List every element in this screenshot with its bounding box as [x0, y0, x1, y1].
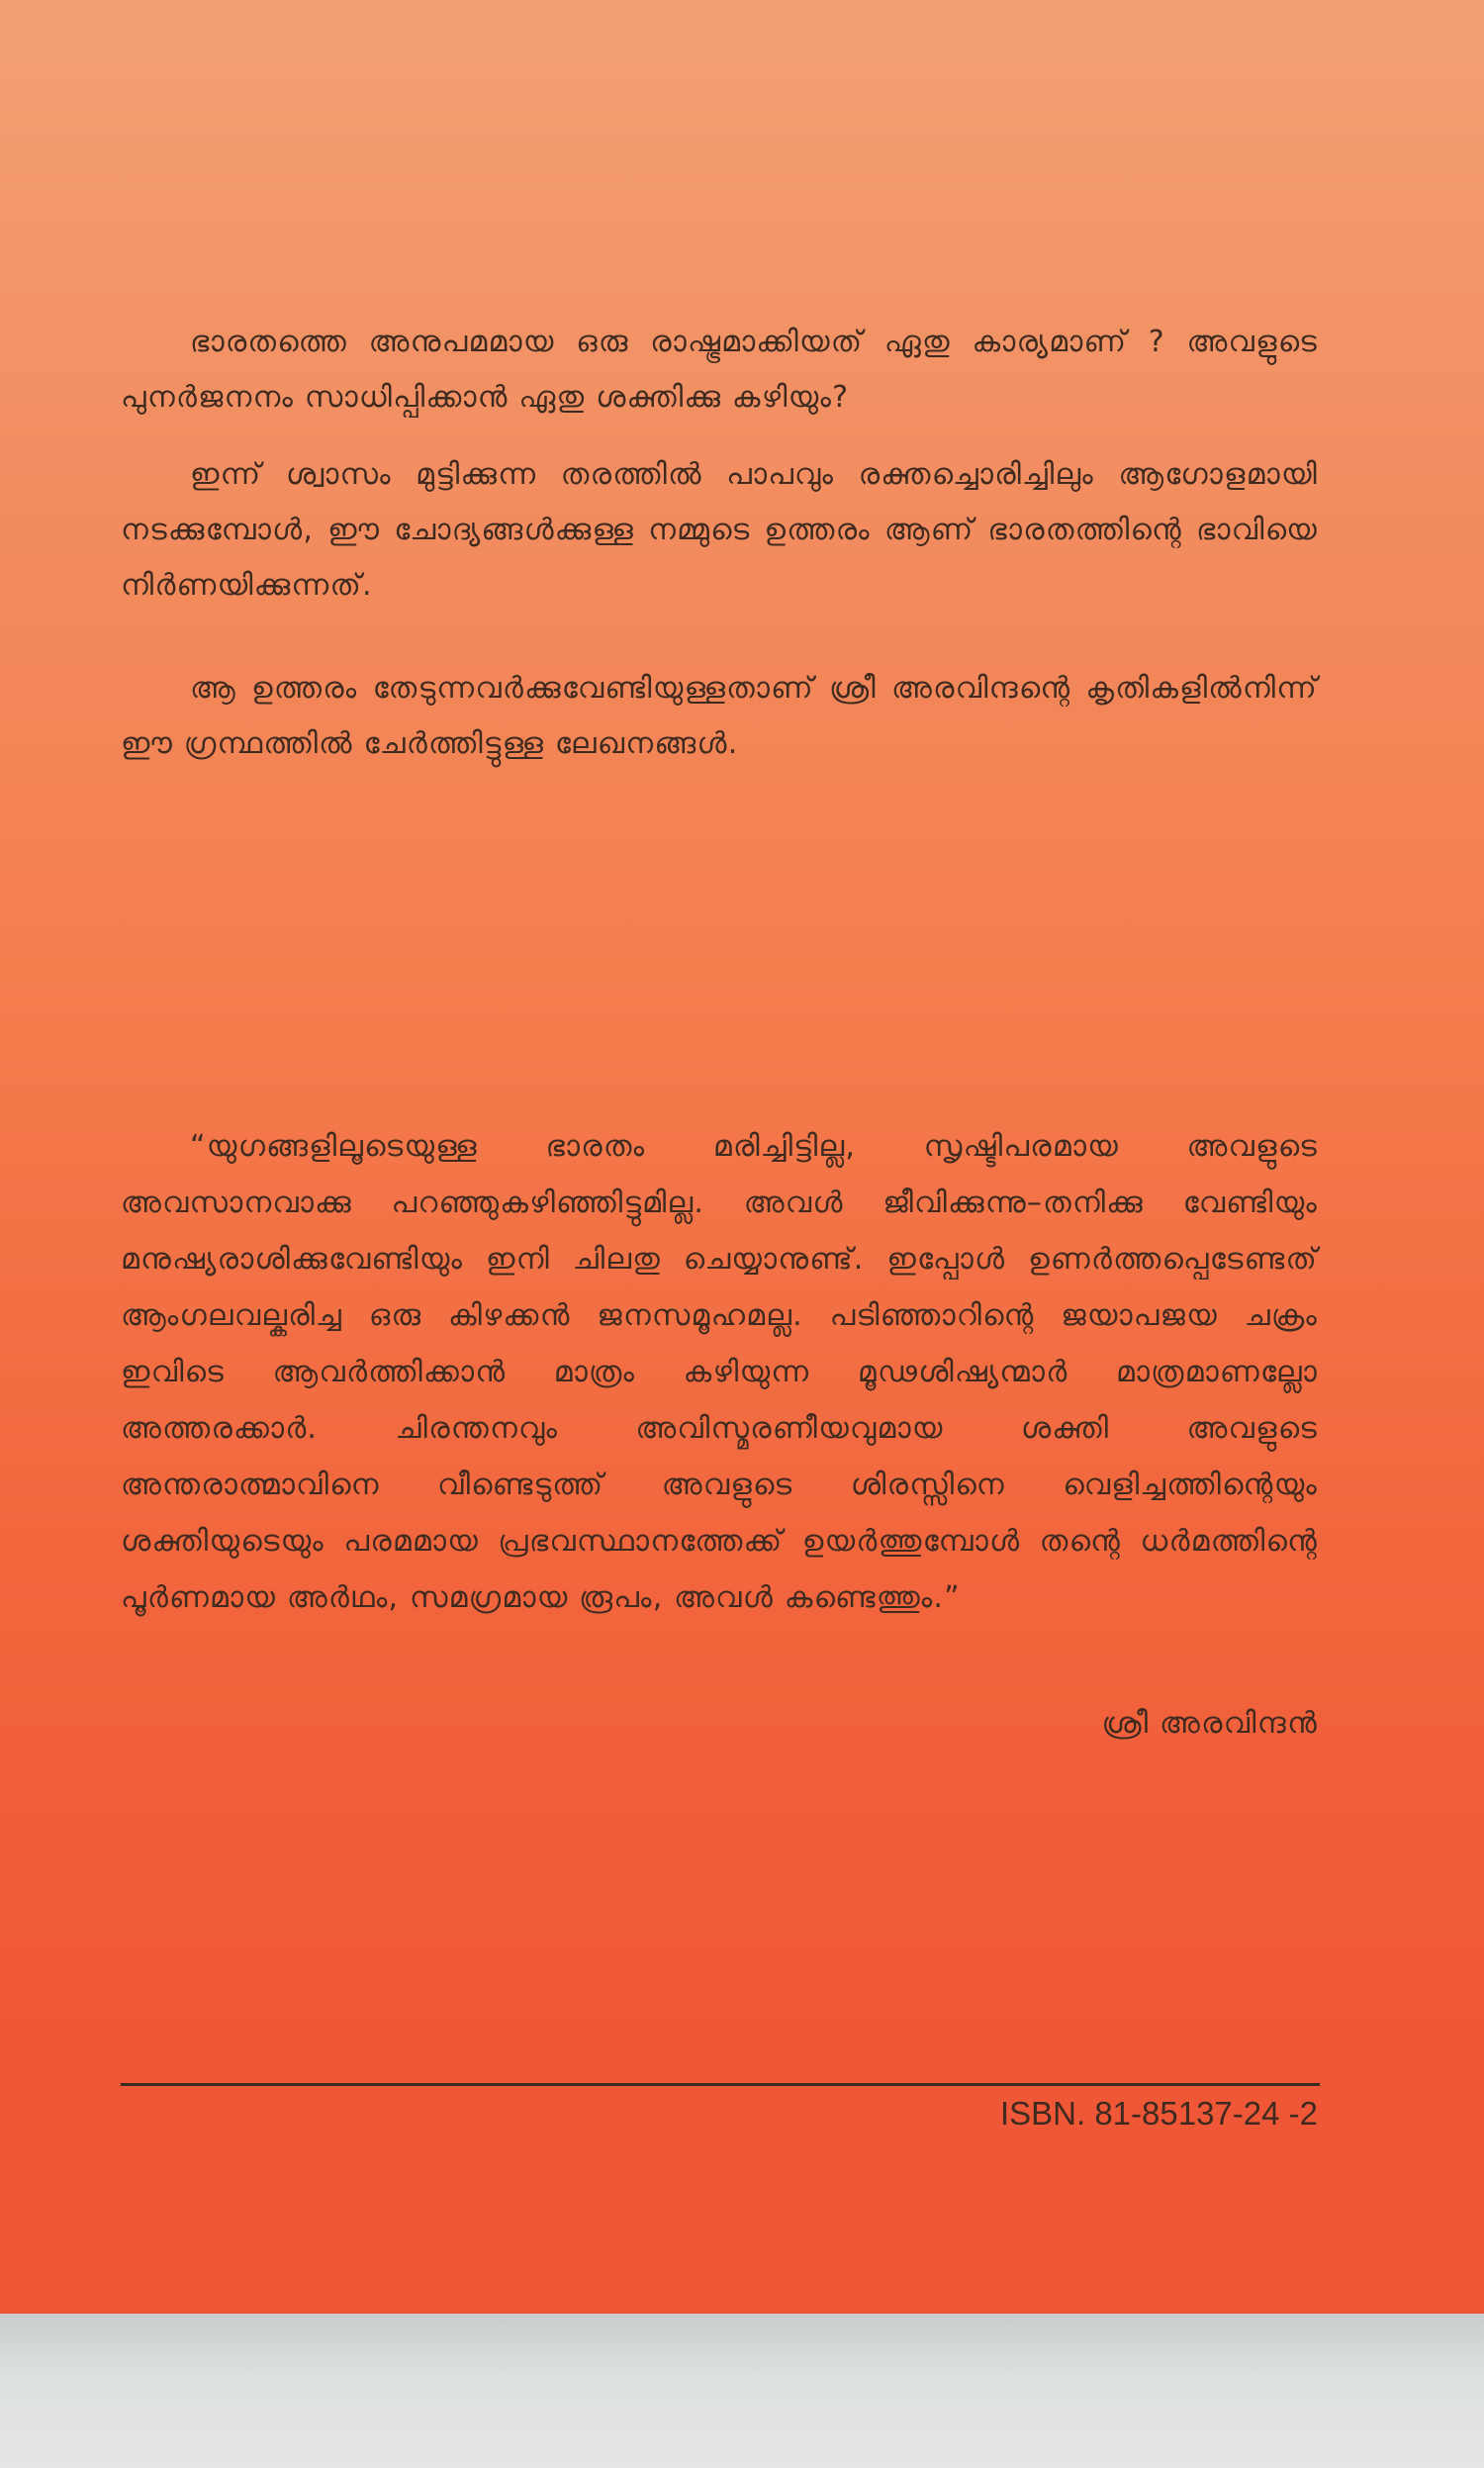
intro-paragraph-3: ആ ഉത്തരം തേടുന്നവർക്കുവേണ്ടിയുള്ളതാണ് ശ്രീ അരവിന്ദന്റെ കൃതികളിൽനിന്ന് ഈ ഗ്രന്ഥത്തിൽ ചേർത്തിട്ടുള്ള ലേഖനങ്ങൾ. [121, 671, 1318, 761]
quote-author: ശ്രീ അരവിന്ദൻ [1101, 1706, 1318, 1741]
scan-margin [0, 2314, 1484, 2468]
isbn-number: ISBN. 81-85137-24 -2 [999, 2095, 1318, 2132]
intro-paragraph-2: ഇന്ന് ശ്വാസം മുട്ടിക്കുന്ന തരത്തിൽ പാപവും രക്തച്ചൊരിച്ചിലും ആഗോളമായി നടക്കുമ്പോൾ, ഈ ചോദ്യങ്ങൾക്കുള്ള നമ്മുടെ ഉത്തരം ആണ് ഭാരതത്തിന്റെ ഭാവിയെ നിർണയിക്കുന്നത്. [121, 457, 1318, 603]
quote-text: “യുഗങ്ങളിലൂടെയുള്ള ഭാരതം മരിച്ചിട്ടില്ല, സൃഷ്ടിപരമായ അവളുടെ അവസാനവാക്കു പറഞ്ഞുകഴിഞ്ഞിട്ടുമില്ല. അവൾ ജീവിക്കുന്നു–തനിക്കു വേണ്ടിയും മനുഷ്യരാശിക്കുവേണ്ടിയും ഇനി ചിലതു ചെയ്യാനുണ്ട്. ഇപ്പോൾ ഉണർത്തപ്പെടേണ്ടത് ആംഗലവല്കരിച്ച ഒരു കിഴക്കൻ ജനസമൂഹമല്ല. പടിഞ്ഞാറിന്റെ ജയാപജയ ചക്രം ഇവിടെ ആവർത്തിക്കാൻ മാത്രം കഴിയുന്ന മൂഢശിഷ്യന്മാർ മാത്രമാണല്ലോ അത്തരക്കാർ. ചിരന്തനവും അവിസ്മരണീയവുമായ ശക്തി അവളുടെ അന്തരാത്മാവിനെ വീണ്ടെടുത്ത് അവളുടെ ശിരസ്സിനെ വെളിച്ചത്തിന്റെയും ശക്തിയുടെയും പരമമായ പ്രഭവസ്ഥാനത്തേക്ക് ഉയർത്തുമ്പോൾ തന്റെ ധർമത്തിന്റെ പൂർണമായ അർഥം, സമഗ്രമായ രൂപം, അവൾ കണ്ടെത്തും.” [121, 1129, 1318, 1615]
footer-divider [121, 2083, 1320, 2086]
intro-paragraph-1: ഭാരതത്തെ അനുപമമായ ഒരു രാഷ്ട്രമാക്കിയത് ഏതു കാര്യമാണ് ? അവളുടെ പുനർജനനം സാധിപ്പിക്കാൻ ഏതു ശക്തിക്കു കഴിയും? [121, 325, 1318, 415]
